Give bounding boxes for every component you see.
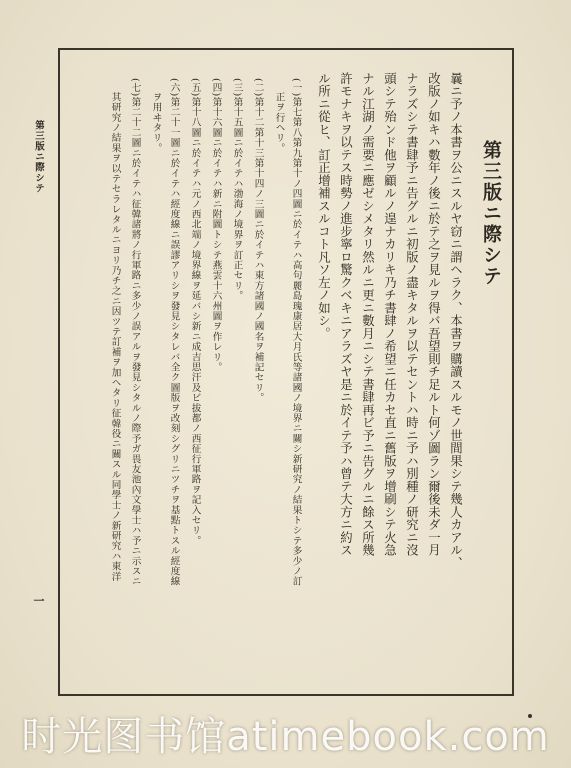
list-item: (四)第十六圖ニ於イテハ新ニ附圖トシテ燕雲十六州圖ヲ作レリ。 <box>210 78 222 373</box>
body-line: 曩ニ予ノ本書ヲ公ニスルヤ窃ニ謂ヘラク、本書ヲ購讀スルモノ世間果シテ幾人カアル、 <box>448 72 464 570</box>
running-header: 第三版ニ際シテ <box>33 120 44 194</box>
section-heading: 第三版ニ際シテ <box>480 140 502 287</box>
watermark-logo: 时光图书馆atimebook.com <box>21 713 550 760</box>
list-item: (二)第十二第十三第十四ノ三圖ニ於イテハ東方諸國ノ國名ヲ補記セリ。 <box>252 78 264 403</box>
list-item: ヲ用ヰタリ。 <box>150 92 162 154</box>
list-item: (三)第十五圖ニ於イテハ渤海ノ境界ヲ訂正セリ。 <box>231 78 243 301</box>
list-item: (一)第七第八第九第十ノ四圖ニ於イテハ高句麗島瑰康居大月氏等諸國ノ境界ニ關シ新研究ノ結果トシテ多少ノ訂 <box>290 78 302 587</box>
list-item: 其研究ノ結果ヲ以テセラレタルニヨリ乃チ之ニ因ツテ訂補ヲ加ヘタリ征韓役ニ關スル同學士ノ新研究ハ東洋 <box>109 92 121 582</box>
list-item: (七)第二十二圖ニ於イテハ征韓諸將ノ行軍路ニ多少ノ誤アルヲ發見シタルノ際予ガ畏友池內文學士ハ予ニ示スニ <box>129 78 141 587</box>
body-line: ル所ニ從ヒ、訂正增補スルコト凡ソ左ノ如シ。 <box>316 72 332 340</box>
page-number: 一 <box>32 595 45 606</box>
body-line: 改版ノ如キハ數年ノ後ニ於テ之ヲ見ルヲ得バ吾望則チ足ルト何ゾ圖ラン爾後未ダ一月 <box>426 72 442 557</box>
list-item: (六)第二十一圖ニ於イテハ經度線ニ誤謬アリシヲ發見シタレバ全ク圖版ヲ改刻シグリニツチヲ基點トスル經度線 <box>168 78 180 587</box>
body-line: 許モナキヲ以テス時勢ノ進步寧ロ驚クベキニアラズヤ是ニ於イテ予ハ曾テ大方ニ約ス <box>338 72 354 557</box>
body-line: ナル江湖ノ需要ニ應ゼシメタリ然ルニ更ニ數月ニシテ書肆再ビ予ニ告グルニ餘ス所幾 <box>360 72 376 557</box>
list-item: 正ヲ行ヘリ。 <box>273 92 285 154</box>
body-line: ナラズシテ書肆予ニ告グルニ初版ノ盡キタルヲ以テセントハ時ニ予ハ別種ノ研究ニ沒 <box>404 72 420 557</box>
body-line: 頭シテ殆ンド他ヲ顧ルノ遑ナカリキ乃チ書肆ノ希望ニ任カセ直ニ舊版ヲ增刷シテ火急 <box>382 72 398 557</box>
text-frame <box>58 48 514 696</box>
list-item: (五)第十八圖ニ於イテハ元ノ西北端ノ境界線ヲ延バシ新ニ成吉思汗及ビ拔都ノ西征行軍路ヲ記入セリ。 <box>189 78 201 546</box>
